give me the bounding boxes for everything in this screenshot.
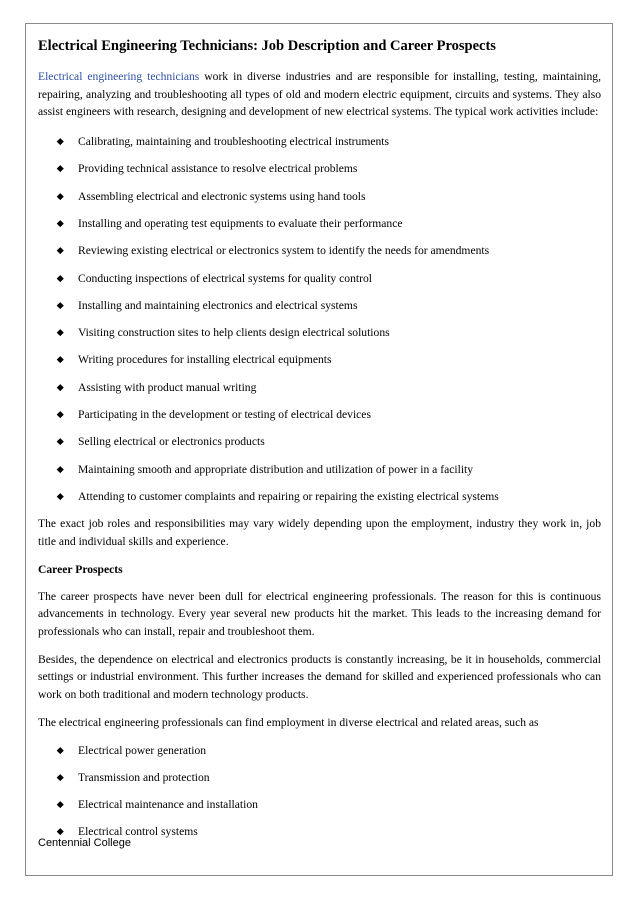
diamond-bullet-icon — [57, 220, 63, 226]
list-item — [38, 324, 601, 351]
career-paragraph-2: Besides, the dependence on electrical and electronics products is constantly increasing, be it in households, commercial settings or industrial environment. This further increases the demand for skilled and experienced professionals who can work on both traditional and modern technology products. — [38, 652, 601, 702]
list-item-text: Electrical power generation — [78, 743, 207, 757]
list-item — [38, 488, 601, 515]
list-item — [38, 796, 601, 823]
list-item-text: Writing procedures for installing electrical equipments — [78, 353, 332, 367]
diamond-bullet-icon — [57, 438, 63, 444]
list-item — [38, 242, 601, 269]
list-item-text: Conducting inspections of electrical systems for quality control — [78, 271, 372, 285]
diamond-bullet-icon — [57, 193, 63, 199]
list-item — [38, 188, 601, 215]
list-item-text: Transmission and protection — [78, 770, 210, 784]
list-item — [38, 160, 601, 187]
diamond-bullet-icon — [57, 493, 63, 499]
page-footer: Centennial College — [38, 837, 131, 849]
list-item-text: Providing technical assistance to resolve electrical problems — [78, 162, 358, 176]
list-item — [38, 433, 601, 460]
list-item-text: Attending to customer complaints and repairing or repairing the existing electrical systems — [78, 489, 499, 503]
career-paragraph-1: The career prospects have never been dull for electrical engineering professionals. The reason for this is continuous advancements in technology. Every year several new products hit the market. This leads to the increasing demand for professionals who can install, repair and troubleshoot them. — [38, 589, 601, 639]
list-item-text: Installing and operating test equipments to evaluate their performance — [78, 217, 403, 230]
list-item — [38, 406, 601, 433]
diamond-bullet-icon — [57, 747, 63, 753]
diamond-bullet-icon — [57, 384, 63, 390]
diamond-bullet-icon — [57, 302, 63, 308]
diamond-bullet-icon — [57, 411, 63, 417]
career-prospects-heading: Career Prospects — [38, 562, 123, 576]
list-item-text: Assembling electrical and electronic systems using hand tools — [78, 189, 366, 203]
list-item-text: Participating in the development or testing of electrical devices — [78, 408, 371, 422]
list-item-text: Assisting with product manual writing — [78, 380, 257, 394]
diamond-bullet-icon — [57, 466, 63, 472]
list-item — [38, 133, 601, 160]
employment-areas-list — [38, 742, 601, 841]
diamond-bullet-icon — [57, 774, 63, 780]
list-item — [38, 379, 601, 406]
intro-link[interactable]: Electrical engineering technicians — [38, 70, 200, 83]
diamond-bullet-icon — [57, 329, 63, 335]
list-item — [38, 297, 601, 324]
diamond-bullet-icon — [57, 357, 63, 363]
document-body — [38, 36, 601, 840]
page-title: Electrical Engineering Technicians: Job Description and Career Prospects — [38, 38, 496, 54]
diamond-bullet-icon — [57, 138, 63, 144]
list-item — [38, 742, 601, 769]
list-item-text: Installing and maintaining electronics and electrical systems — [78, 298, 358, 312]
list-item-text: Maintaining smooth and appropriate distribution and utilization of power in a facility — [78, 462, 474, 476]
list-item-text: Calibrating, maintaining and troubleshooting electrical instruments — [78, 135, 390, 149]
diamond-bullet-icon — [57, 829, 63, 835]
activities-list — [38, 133, 601, 515]
list-item — [38, 215, 601, 242]
career-paragraph-3: The electrical engineering professionals can find employment in diverse electrical and related areas, such as — [38, 715, 539, 729]
list-item — [38, 461, 601, 488]
diamond-bullet-icon — [57, 247, 63, 253]
intro-paragraph — [38, 68, 601, 121]
diamond-bullet-icon — [57, 275, 63, 281]
list-item-text: Reviewing existing electrical or electronics system to identify the needs for amendments — [78, 244, 490, 258]
diamond-bullet-icon — [57, 801, 63, 807]
intro-text: work in diverse industries and are responsible for installing, testing, maintaining, repairing, analyzing and troubleshooting all types of old and modern electric equipment, circuits and systems. They also assist engineers with research, designing and development of new electrical systems. The typical work activities include: — [38, 70, 601, 119]
list-item-text: Selling electrical or electronics products — [78, 435, 265, 449]
list-item — [38, 769, 601, 796]
list-item — [38, 351, 601, 378]
list-item — [38, 270, 601, 297]
roles-paragraph: The exact job roles and responsibilities may vary widely depending upon the employment, industry they work in, job title and individual skills and experience. — [38, 517, 601, 548]
list-item-text: Electrical control systems — [78, 825, 198, 839]
diamond-bullet-icon — [57, 165, 63, 171]
list-item-text: Electrical maintenance and installation — [78, 798, 258, 812]
list-item-text: Visiting construction sites to help clients design electrical solutions — [78, 326, 390, 340]
